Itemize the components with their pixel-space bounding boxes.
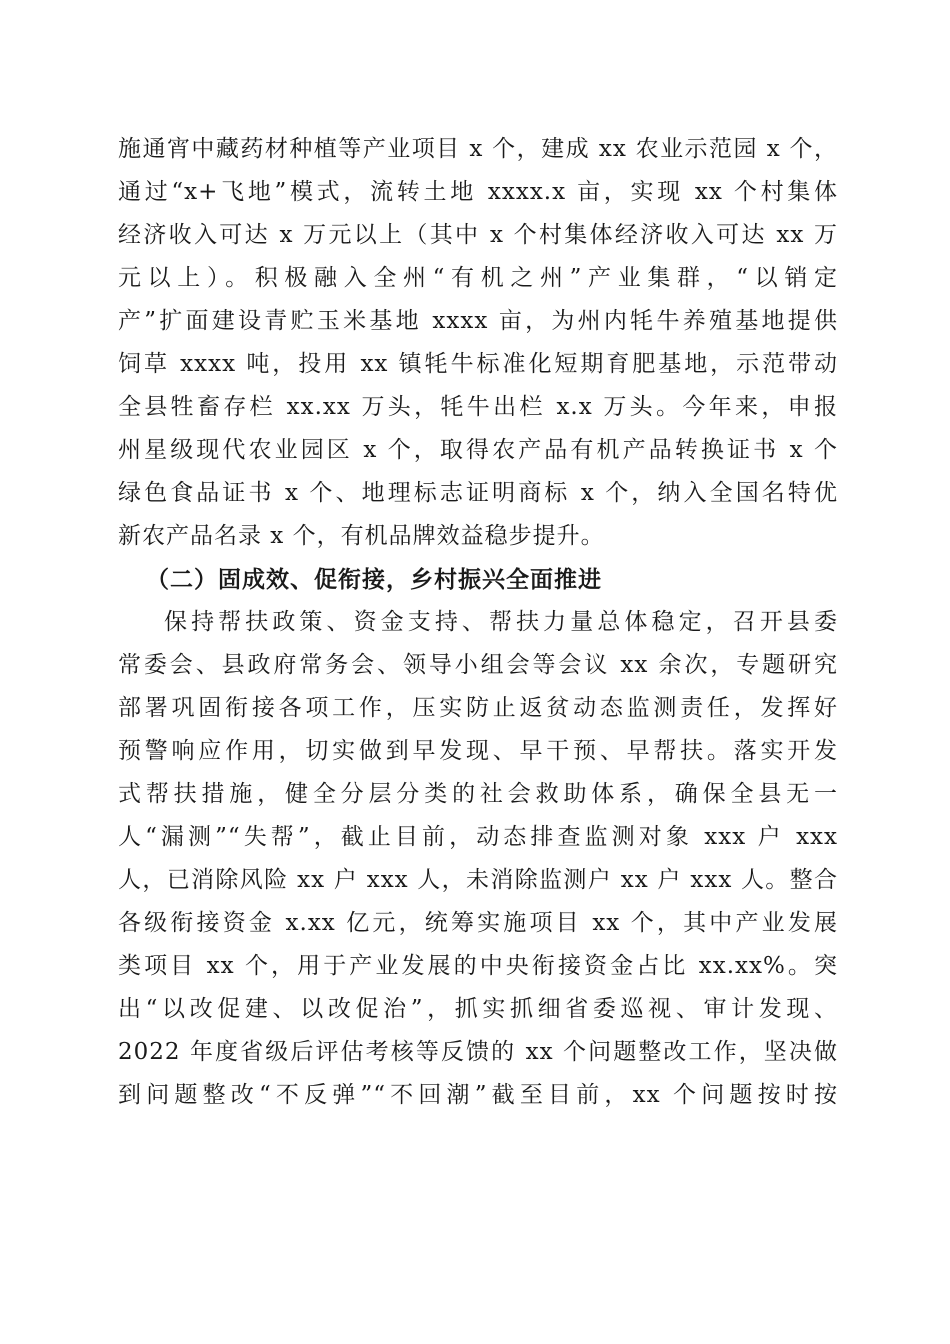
text-line: 产”扩面建设青贮玉米基地 xxxx 亩，为州内牦牛养殖基地提供 [118, 308, 838, 334]
text-line: 部署巩固衔接各项工作，压实防止返贫动态监测责任，发挥好 [118, 695, 838, 721]
text-line: 各级衔接资金 x.xx 亿元，统筹实施项目 xx 个，其中产业发展 [118, 910, 838, 936]
text-line: 2022 年度省级后评估考核等反馈的 xx 个问题整改工作，坚决做 [118, 1039, 838, 1065]
paragraph-rural-revitalization [118, 601, 838, 1117]
text-line: 新农产品名录 x 个，有机品牌效益稳步提升。 [118, 523, 605, 549]
text-line: 元以上）。积极融入全州“有机之州”产业集群，“以销定 [118, 265, 838, 291]
text-line: 预警响应作用，切实做到早发现、早干预、早帮扶。落实开发 [118, 738, 838, 764]
text-line: 经济收入可达 x 万元以上（其中 x 个村集体经济收入可达 xx 万 [118, 222, 838, 248]
text-line: 绿色食品证书 x 个、地理标志证明商标 x 个，纳入全国名特优 [118, 480, 838, 506]
text-line: 出“以改促建、以改促治”，抓实抓细省委巡视、审计发现、 [118, 996, 838, 1022]
section-heading: （二）固成效、促衔接，乡村振兴全面推进 [146, 566, 602, 593]
text-line: 人，已消除风险 xx 户 xxx 人，未消除监测户 xx 户 xxx 人。整合 [118, 867, 838, 893]
text-line: 式帮扶措施，健全分层分类的社会救助体系，确保全县无一 [118, 781, 838, 807]
text-line: 全县牲畜存栏 xx.xx 万头，牦牛出栏 x.x 万头。今年来，申报 [118, 394, 838, 420]
text-line: 饲草 xxxx 吨，投用 xx 镇牦牛标准化短期育肥基地，示范带动 [118, 351, 838, 377]
text-line: 保持帮扶政策、资金支持、帮扶力量总体稳定，召开县委 [164, 609, 838, 635]
text-line: 常委会、县政府常务会、领导小组会等会议 xx 余次，专题研究 [118, 652, 838, 678]
paragraph-agriculture [118, 128, 838, 558]
text-line: 人“漏测”“失帮”，截止目前，动态排查监测对象 xxx 户 xxx [118, 824, 838, 850]
text-line: 到问题整改“不反弹”“不回潮”截至目前，xx 个问题按时按 [118, 1082, 838, 1108]
document-body [118, 128, 838, 1117]
text-line: 州星级现代农业园区 x 个，取得农产品有机产品转换证书 x 个 [118, 437, 838, 463]
text-line: 类项目 xx 个，用于产业发展的中央衔接资金占比 xx.xx%。突 [118, 953, 838, 979]
text-line: 施通宵中藏药材种植等产业项目 x 个，建成 xx 农业示范园 x 个， [118, 136, 838, 162]
text-line: 通过“x+飞地”模式，流转土地 xxxx.x 亩，实现 xx 个村集体 [118, 179, 838, 205]
